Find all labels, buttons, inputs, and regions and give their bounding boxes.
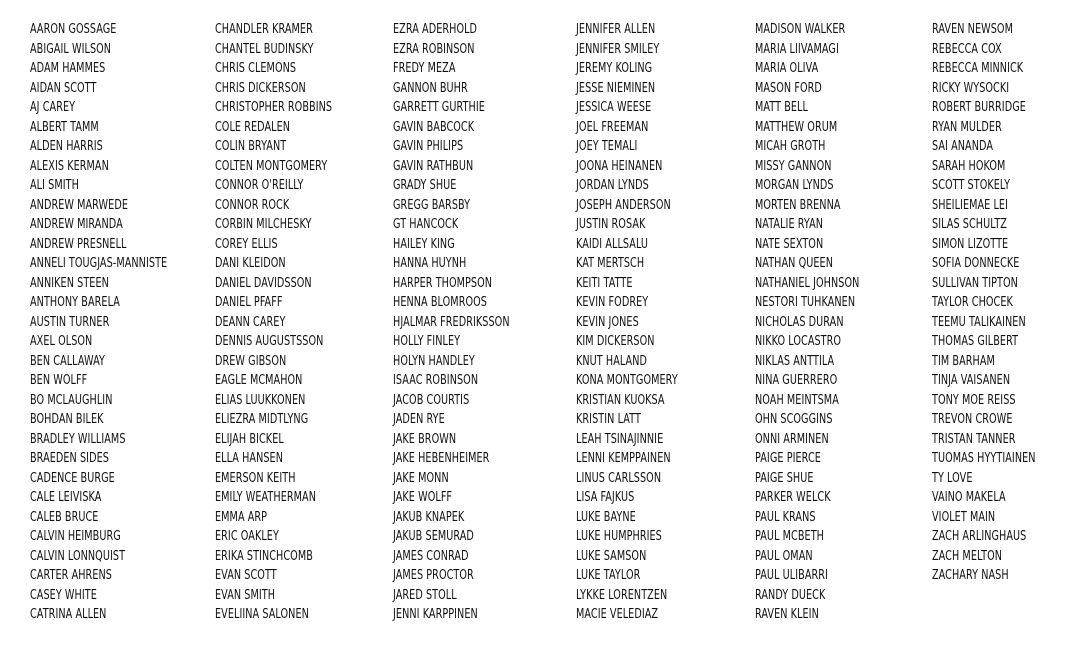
name-entry: COLTEN MONTGOMERY xyxy=(215,158,328,174)
name-entry: LENNI KEMPPAINEN xyxy=(576,451,671,466)
name-entry: TAYLOR CHOCEK xyxy=(932,295,1013,310)
name-entry: LYKKE LORENTZEN xyxy=(576,587,668,603)
name-entry: SOFIA DONNECKE xyxy=(932,256,1020,271)
name-entry: KEVIN FODREY xyxy=(576,295,649,310)
name-entry: NIKLAS ANTTILA xyxy=(755,353,835,369)
name-entry: CALVIN LONNQUIST xyxy=(30,548,126,564)
name-entry: MASON FORD xyxy=(755,80,822,96)
name-entry: JOEY TEMALI xyxy=(576,139,638,154)
name-entry: ONNI ARMINEN xyxy=(755,431,829,447)
name-entry: AARON GOSSAGE xyxy=(30,22,117,37)
name-entry: COLIN BRYANT xyxy=(215,139,287,154)
name-entry: ANTHONY BARELA xyxy=(30,295,120,310)
name-entry: EZRA ADERHOLD xyxy=(393,22,478,37)
name-entry: JEREMY KOLING xyxy=(576,61,653,76)
name-entry: JESSE NIEMINEN xyxy=(576,80,656,96)
name-entry: SCOTT STOKELY xyxy=(932,178,1011,193)
name-entry: MORTEN BRENNA xyxy=(755,197,841,213)
name-entry: MACIE VELEDIAZ xyxy=(576,607,659,622)
name-entry: NATALIE RYAN xyxy=(755,217,824,232)
name-entry: ELLA HANSEN xyxy=(215,451,283,466)
name-entry: ANDREW MARWEDE xyxy=(30,197,128,213)
name-entry: AUSTIN TURNER xyxy=(30,314,110,330)
name-entry: GT HANCOCK xyxy=(393,217,459,232)
name-entry: PAUL MCBETH xyxy=(755,529,824,544)
name-entry: JAKUB SEMURAD xyxy=(393,529,474,544)
name-entry: MARIA OLIVA xyxy=(755,61,819,76)
name-entry: NATE SEXTON xyxy=(755,236,824,252)
name-entry: KRISTIN LATT xyxy=(576,412,641,427)
name-entry: GANNON BUHR xyxy=(393,80,468,96)
name-entry: CONNOR ROCK xyxy=(215,197,290,213)
name-entry: RANDY DUECK xyxy=(755,587,826,603)
name-entry: GRADY SHUE xyxy=(393,178,457,193)
name-entry: JENNIFER ALLEN xyxy=(576,22,656,37)
name-entry: KNUT HALAND xyxy=(576,353,648,369)
name-entry: JENNIFER SMILEY xyxy=(576,41,660,57)
name-entry: RYAN MULDER xyxy=(932,119,1002,135)
name-entry: REBECCA COX xyxy=(932,41,1002,57)
name-entry: PAIGE SHUE xyxy=(755,470,814,486)
name-entry: CASEY WHITE xyxy=(30,587,97,603)
name-entry: JAMES PROCTOR xyxy=(393,568,474,583)
name-entry: JAKE WOLFF xyxy=(393,490,453,505)
name-entry: LUKE HUMPHRIES xyxy=(576,529,662,544)
name-entry: KEVIN JONES xyxy=(576,314,639,330)
name-entry: CALVIN HEIMBURG xyxy=(30,529,121,544)
name-entry: MORGAN LYNDS xyxy=(755,178,834,193)
name-entry: SULLIVAN TIPTON xyxy=(932,275,1018,291)
name-entry: NINA GUERRERO xyxy=(755,373,838,388)
name-entry: DENNIS AUGUSTSSON xyxy=(215,334,324,349)
name-entry: JADEN RYE xyxy=(393,412,445,427)
name-entry: AXEL OLSON xyxy=(30,334,93,349)
name-entry: JESSICA WEESE xyxy=(576,100,652,115)
name-entry: CHRIS DICKERSON xyxy=(215,80,306,96)
name-entry: DEANN CAREY xyxy=(215,314,286,330)
name-entry: EVAN SMITH xyxy=(215,587,276,603)
name-entry: ELIAS LUUKKONEN xyxy=(215,392,306,408)
name-entry: MARIA LIIVAMAGI xyxy=(755,41,839,57)
name-entry: SAI ANANDA xyxy=(932,139,993,154)
name-entry: EMMA ARP xyxy=(215,509,268,525)
name-entry: DREW GIBSON xyxy=(215,353,287,369)
name-entry: DANIEL PFAFF xyxy=(215,295,283,310)
name-entry: CATRINA ALLEN xyxy=(30,607,107,622)
name-entry: KAT MERTSCH xyxy=(576,256,645,271)
name-entry: PAUL KRANS xyxy=(755,509,816,525)
name-entry: SHEILIEMAE LEI xyxy=(932,197,1009,213)
name-entry: BEN WOLFF xyxy=(30,373,88,388)
name-entry: ADAM HAMMES xyxy=(30,61,106,76)
name-entry: HOLYN HANDLEY xyxy=(393,353,475,369)
name-entry: AJ CAREY xyxy=(30,100,76,115)
name-entry: KONA MONTGOMERY xyxy=(576,373,678,388)
name-entry: BO MCLAUGHLIN xyxy=(30,392,113,408)
name-entry: NOAH MEINTSMA xyxy=(755,392,839,408)
name-entry: TY LOVE xyxy=(932,470,973,486)
name-entry: HENNA BLOMROOS xyxy=(393,295,487,310)
name-entry: MICAH GROTH xyxy=(755,139,826,154)
name-entry: JOSEPH ANDERSON xyxy=(576,197,671,213)
name-entry: TIM BARHAM xyxy=(932,353,995,369)
name-entry: COREY ELLIS xyxy=(215,236,278,252)
name-entry: JOONA HEINANEN xyxy=(576,158,663,174)
name-entry: LUKE BAYNE xyxy=(576,509,636,525)
name-entry: HANNA HUYNH xyxy=(393,256,467,271)
name-entry: ANNIKEN STEEN xyxy=(30,275,109,291)
name-entry: ALEXIS KERMAN xyxy=(30,158,109,174)
name-entry: AIDAN SCOTT xyxy=(30,80,97,96)
name-entry: THOMAS GILBERT xyxy=(932,334,1019,349)
name-entry: RAVEN NEWSOM xyxy=(932,22,1013,37)
name-entry: KRISTIAN KUOKSA xyxy=(576,392,665,408)
name-entry: GAVIN PHILIPS xyxy=(393,139,464,154)
name-entry: LINUS CARLSSON xyxy=(576,470,662,486)
name-entry: JENNI KARPPINEN xyxy=(393,607,478,622)
name-entry: CHRIS CLEMONS xyxy=(215,61,297,76)
name-entry: LEAH TSINAJINNIE xyxy=(576,431,664,447)
name-entry: RICKY WYSOCKI xyxy=(932,80,1010,96)
name-entry: CHANDLER KRAMER xyxy=(215,22,313,37)
names-grid xyxy=(0,20,1080,640)
name-entry: SILAS SCHULTZ xyxy=(932,217,1007,232)
name-entry: JAKE HEBENHEIMER xyxy=(393,451,490,466)
name-entry: PAIGE PIERCE xyxy=(755,451,821,466)
name-entry: KIM DICKERSON xyxy=(576,334,655,349)
name-entry: KEITI TATTE xyxy=(576,275,633,291)
name-entry: NICHOLAS DURAN xyxy=(755,314,844,330)
name-entry: EVAN SCOTT xyxy=(215,568,277,583)
name-entry: DANIEL DAVIDSSON xyxy=(215,275,312,291)
name-entry: LUKE TAYLOR xyxy=(576,568,641,583)
name-entry: TUOMAS HYYTIAINEN xyxy=(932,451,1036,466)
name-entry: KAIDI ALLSALU xyxy=(576,236,649,252)
name-entry: TONY MOE REISS xyxy=(932,392,1016,408)
name-entry: TRISTAN TANNER xyxy=(932,431,1016,447)
names-column-4 xyxy=(576,20,717,625)
name-entry: CALE LEIVISKA xyxy=(30,490,102,505)
name-entry: EZRA ROBINSON xyxy=(393,41,475,57)
name-entry: ANDREW MIRANDA xyxy=(30,217,123,232)
name-entry: CORBIN MILCHESKY xyxy=(215,217,312,232)
name-entry: ZACH MELTON xyxy=(932,548,1003,564)
name-entry: COLE REDALEN xyxy=(215,119,291,135)
name-entry: GAVIN RATHBUN xyxy=(393,158,474,174)
name-entry: CHANTEL BUDINSKY xyxy=(215,41,314,57)
name-entry: EAGLE MCMAHON xyxy=(215,373,303,388)
name-entry: VIOLET MAIN xyxy=(932,509,996,525)
name-entry: BRAEDEN SIDES xyxy=(30,451,109,466)
name-entry: ABIGAIL WILSON xyxy=(30,41,112,57)
names-column-2 xyxy=(215,20,378,625)
name-entry: ELIJAH BICKEL xyxy=(215,431,284,447)
name-entry: TINJA VAISANEN xyxy=(932,373,1011,388)
name-entry: ROBERT BURRIDGE xyxy=(932,100,1026,115)
name-entry: ISAAC ROBINSON xyxy=(393,373,479,388)
name-entry: SIMON LIZOTTE xyxy=(932,236,1009,252)
name-entry: JAMES CONRAD xyxy=(393,548,469,564)
name-entry: JOEL FREEMAN xyxy=(576,119,649,135)
name-entry: MISSY GANNON xyxy=(755,158,832,174)
name-entry: JACOB COURTIS xyxy=(393,392,470,408)
name-entry: ELIEZRA MIDTLYNG xyxy=(215,412,309,427)
name-entry: GAVIN BABCOCK xyxy=(393,119,475,135)
names-column-1 xyxy=(30,20,221,625)
name-entry: ALDEN HARRIS xyxy=(30,139,103,154)
name-entry: ANNELI TOUGJAS-MANNISTE xyxy=(30,256,168,271)
name-entry: CARTER AHRENS xyxy=(30,568,112,583)
name-entry: HARPER THOMPSON xyxy=(393,275,493,291)
name-entry: MATT BELL xyxy=(755,100,808,115)
names-column-3 xyxy=(393,20,555,625)
name-entry: NESTORI TUHKANEN xyxy=(755,295,856,310)
name-entry: JAKUB KNAPEK xyxy=(393,509,465,525)
name-entry: PAUL ULIBARRI xyxy=(755,568,828,583)
name-entry: NATHAN QUEEN xyxy=(755,256,833,271)
name-entry: FREDY MEZA xyxy=(393,61,456,76)
name-entry: PARKER WELCK xyxy=(755,490,831,505)
names-column-5 xyxy=(755,20,900,625)
name-entry: CADENCE BURGE xyxy=(30,470,115,486)
name-entry: ALI SMITH xyxy=(30,178,79,193)
name-entry: TREVON CROWE xyxy=(932,412,1013,427)
name-entry: ZACH ARLINGHAUS xyxy=(932,529,1027,544)
name-entry: OHN SCOGGINS xyxy=(755,412,833,427)
name-entry: ZACHARY NASH xyxy=(932,568,1009,583)
name-entry: ERIKA STINCHCOMB xyxy=(215,548,313,564)
name-entry: HOLLY FINLEY xyxy=(393,334,461,349)
name-entry: PAUL OMAN xyxy=(755,548,813,564)
name-entry: BOHDAN BILEK xyxy=(30,412,104,427)
name-entry: LUKE SAMSON xyxy=(576,548,647,564)
name-entry: CONNOR O'REILLY xyxy=(215,178,304,193)
name-entry: JUSTIN ROSAK xyxy=(576,217,646,232)
name-entry: DANI KLEIDON xyxy=(215,256,286,271)
name-entry: MADISON WALKER xyxy=(755,22,846,37)
name-entry: GARRETT GURTHIE xyxy=(393,100,485,115)
name-entry: LISA FAJKUS xyxy=(576,490,635,505)
name-entry: JARED STOLL xyxy=(393,587,457,603)
name-entry: BRADLEY WILLIAMS xyxy=(30,431,126,447)
names-column-6 xyxy=(932,20,1076,586)
name-entry: EVELIINA SALONEN xyxy=(215,607,309,622)
name-entry: JAKE BROWN xyxy=(393,431,457,447)
name-entry: RAVEN KLEIN xyxy=(755,607,819,622)
name-entry: HAILEY KING xyxy=(393,236,455,252)
name-entry: HJALMAR FREDRIKSSON xyxy=(393,314,510,330)
name-entry: NATHANIEL JOHNSON xyxy=(755,275,860,291)
name-entry: CHRISTOPHER ROBBINS xyxy=(215,100,333,115)
name-entry: EMILY WEATHERMAN xyxy=(215,490,316,505)
name-entry: ERIC OAKLEY xyxy=(215,529,279,544)
name-entry: MATTHEW ORUM xyxy=(755,119,838,135)
name-entry: NIKKO LOCASTRO xyxy=(755,334,842,349)
name-entry: ALBERT TAMM xyxy=(30,119,99,135)
name-entry: ANDREW PRESNELL xyxy=(30,236,127,252)
name-entry: BEN CALLAWAY xyxy=(30,353,105,369)
name-entry: JORDAN LYNDS xyxy=(576,178,649,193)
name-entry: TEEMU TALIKAINEN xyxy=(932,314,1026,330)
name-entry: SARAH HOKOM xyxy=(932,158,1006,174)
name-entry: GREGG BARSBY xyxy=(393,197,471,213)
name-entry: JAKE MONN xyxy=(393,470,449,486)
name-entry: CALEB BRUCE xyxy=(30,509,99,525)
name-entry: VAINO MAKELA xyxy=(932,490,1006,505)
name-entry: EMERSON KEITH xyxy=(215,470,296,486)
name-entry: REBECCA MINNICK xyxy=(932,61,1024,76)
